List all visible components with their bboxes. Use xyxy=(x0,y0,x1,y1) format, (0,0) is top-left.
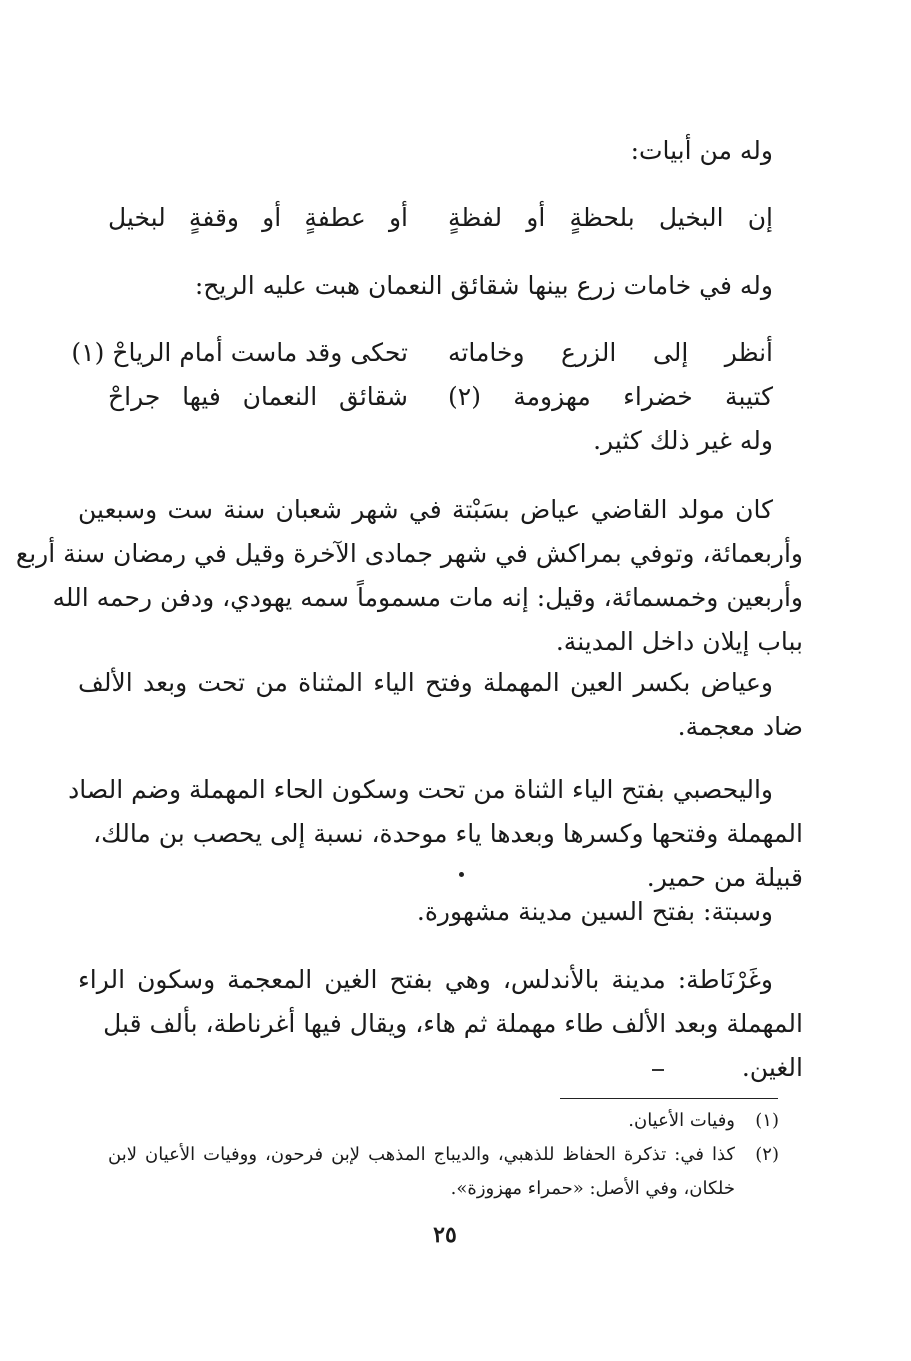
poem2-verse1-left: تحكى وقد ماست أمام الرياحْ (١) xyxy=(71,338,408,367)
poem2-verse1-right: أنظر إلى الزرع وخاماته xyxy=(448,338,773,367)
page-number: ٢٥ xyxy=(433,1222,457,1248)
poem2-verse2-left: شقائق النعمان فيها جراحْ xyxy=(108,382,408,411)
paragraph3-line1: واليحصبي بفتح الياء الثناة من تحت وسكون الحاء المهملة وضم الصاد xyxy=(68,775,773,804)
poem2-intro-line: وله في خامات زرع بينها شقائق النعمان هبت عليه الريح: xyxy=(194,271,773,300)
paragraph3-line2: المهملة وفتحها وكسرها وبعدها ياء موحدة، نسبة إلى يحصب بن مالك، xyxy=(93,819,803,848)
footnote-separator xyxy=(560,1098,778,1099)
paragraph1-line2: وأربعمائة، وتوفي بمراكش في شهر جمادى الآخرة وقيل في رمضان سنة أربع xyxy=(15,539,803,568)
paragraph5-line3: الغين. xyxy=(741,1053,803,1082)
poem1-right-hemistich: إن البخيل بلحظةٍ أو لفظةٍ xyxy=(448,203,773,232)
footnote2-number: (٢) xyxy=(755,1144,779,1165)
footnote1-text: وفيات الأعيان. xyxy=(628,1110,735,1131)
ink-speck xyxy=(459,872,464,877)
paragraph1-line1: كان مولد القاضي عياض بسَبْتة في شهر شعبان سنة ست وسبعين xyxy=(78,495,773,524)
paragraph2-line2: ضاد معجمة. xyxy=(677,712,803,741)
footnote2-text-line1: كذا في: تذكرة الحفاظ للذهبي، والديباج المذهب لإبن فرحون، ووفيات الأعيان لابن xyxy=(108,1144,735,1165)
footnote1-number: (١) xyxy=(755,1110,779,1131)
ink-mark xyxy=(652,1069,664,1071)
paragraph5-line2: المهملة وبعد الألف طاء مهملة ثم هاء، ويقال فيها أغرناطة، بألف قبل xyxy=(103,1009,803,1038)
paragraph2-line1: وعياض بكسر العين المهملة وفتح الياء المثناة من تحت وبعد الألف xyxy=(78,668,773,697)
footnote2-text-line2: خلكان، وفي الأصل: «حمراء مهزوزة». xyxy=(450,1178,735,1199)
paragraph5-line1: وغَرْنَاطة: مدينة بالأندلس، وهي بفتح الغين المعجمة وسكون الراء xyxy=(78,965,773,994)
paragraph3-line3: قبيلة من حمير. xyxy=(646,863,803,892)
after-poem-line: وله غير ذلك كثير. xyxy=(593,426,773,455)
paragraph1-line3: وأربعين وخمسمائة، وقيل: إنه مات مسموماً سمه يهودي، ودفن رحمه الله xyxy=(52,583,803,612)
paragraph1-line4: بباب إيلان داخل المدينة. xyxy=(555,627,803,656)
poem1-left-hemistich: أو عطفةٍ أو وقفةٍ لبخيل xyxy=(108,203,408,232)
poem-intro-line: وله من أبيات: xyxy=(630,136,773,165)
poem2-verse2-right: كتيبة خضراء مهزومة (٢) xyxy=(448,382,773,411)
paragraph4-line: وسبتة: بفتح السين مدينة مشهورة. xyxy=(416,897,773,926)
